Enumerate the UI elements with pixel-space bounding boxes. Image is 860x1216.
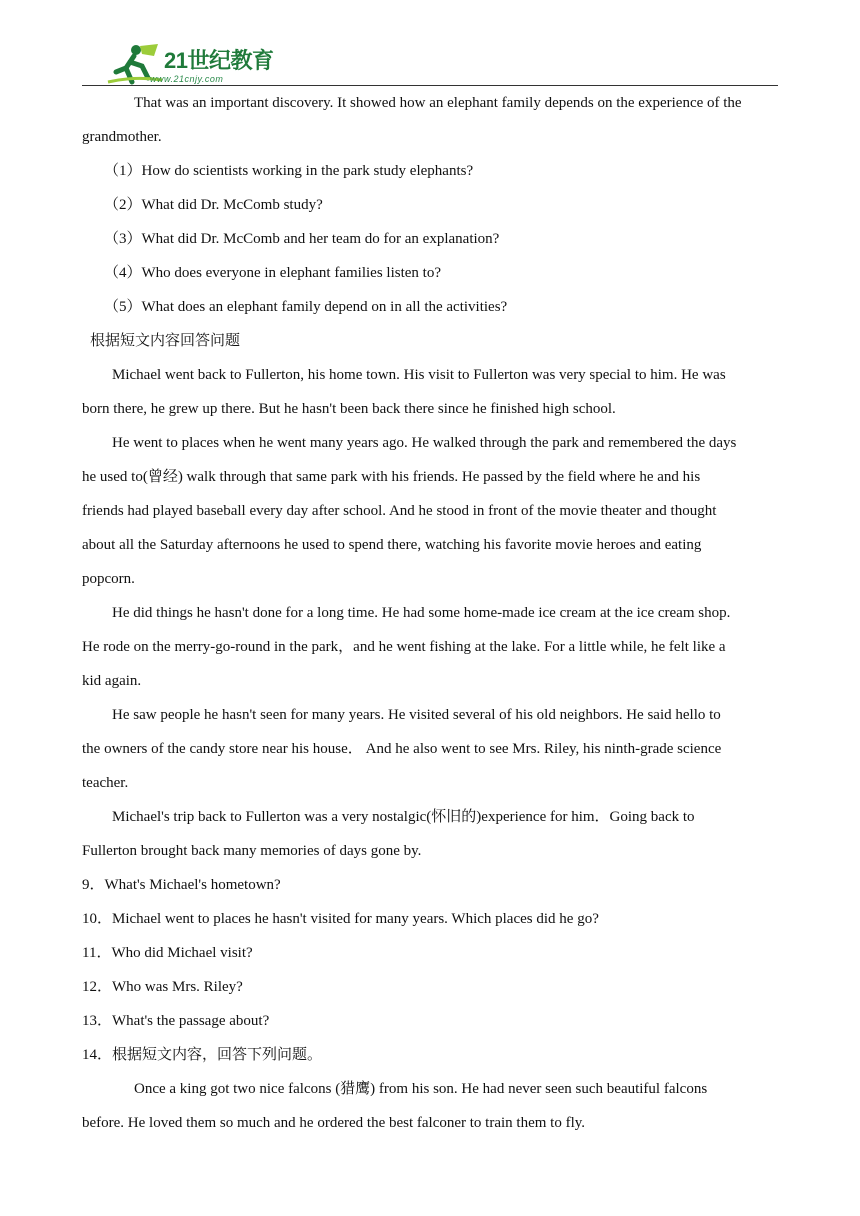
logo bbox=[104, 42, 284, 86]
text-line: Michael went back to Fullerton, his home town. His visit to Fullerton was very special to him. He was bbox=[112, 367, 726, 383]
text-line: about all the Saturday afternoons he used to spend there, watching his favorite movie heroes and eating bbox=[82, 537, 702, 553]
text-line: 9．What's Michael's hometown? bbox=[82, 877, 281, 893]
text-line: 11．Who did Michael visit? bbox=[82, 945, 253, 961]
text-line: He rode on the merry-go-round in the park，and he went fishing at the lake. For a little while, he felt like a bbox=[82, 639, 726, 655]
text-line: born there, he grew up there. But he hasn't been back there since he finished high school. bbox=[82, 401, 616, 417]
text-line: the owners of the candy store near his house． And he also went to see Mrs. Riley, his ninth-grade science bbox=[82, 741, 722, 757]
text-line: friends had played baseball every day after school. And he stood in front of the movie theater and thought bbox=[82, 503, 717, 519]
text-line: （5）What does an elephant family depend on in all the activities? bbox=[104, 299, 508, 315]
text-line: 根据短文内容回答问题 bbox=[90, 333, 241, 349]
page-header bbox=[82, 38, 778, 86]
text-line: He went to places when he went many years ago. He walked through the park and remembered the days bbox=[112, 435, 737, 451]
text-line: 12．Who was Mrs. Riley? bbox=[82, 979, 243, 995]
logo-title: 21世纪教育 bbox=[164, 48, 274, 73]
logo-url: www.21cnjy.com bbox=[150, 74, 224, 84]
text-line: grandmother. bbox=[82, 129, 162, 145]
text-line: （2）What did Dr. McComb study? bbox=[104, 197, 323, 213]
text-line: Once a king got two nice falcons (猎鹰) from his son. He had never seen such beautiful falcons bbox=[134, 1081, 708, 1097]
text-line: Fullerton brought back many memories of days gone by. bbox=[82, 843, 422, 859]
text-line: （1）How do scientists working in the park study elephants? bbox=[104, 163, 474, 179]
text-line: Michael's trip back to Fullerton was a very nostalgic(怀旧的)experience for him．Going back to bbox=[112, 809, 695, 825]
document-body bbox=[82, 86, 778, 1140]
text-line: teacher. bbox=[82, 775, 129, 791]
text-line: 10．Michael went to places he hasn't visited for many years. Which places did he go? bbox=[82, 911, 599, 927]
text-line: popcorn. bbox=[82, 571, 135, 587]
text-line: He did things he hasn't done for a long time. He had some home-made ice cream at the ice cream shop. bbox=[112, 605, 731, 621]
text-line: kid again. bbox=[82, 673, 142, 689]
text-line: （3）What did Dr. McComb and her team do for an explanation? bbox=[104, 231, 500, 247]
text-line: He saw people he hasn't seen for many years. He visited several of his old neighbors. He said hello to bbox=[112, 707, 721, 723]
text-line: he used to(曾经) walk through that same park with his friends. He passed by the field where he and his bbox=[82, 469, 701, 485]
text-line: That was an important discovery. It showed how an elephant family depends on the experience of the bbox=[134, 95, 742, 111]
text-line: 13．What's the passage about? bbox=[82, 1013, 270, 1029]
text-line: （4）Who does everyone in elephant families listen to? bbox=[104, 265, 441, 281]
text-line: before. He loved them so much and he ordered the best falconer to train them to fly. bbox=[82, 1115, 586, 1131]
text-line: 14．根据短文内容，回答下列问题。 bbox=[82, 1047, 323, 1063]
